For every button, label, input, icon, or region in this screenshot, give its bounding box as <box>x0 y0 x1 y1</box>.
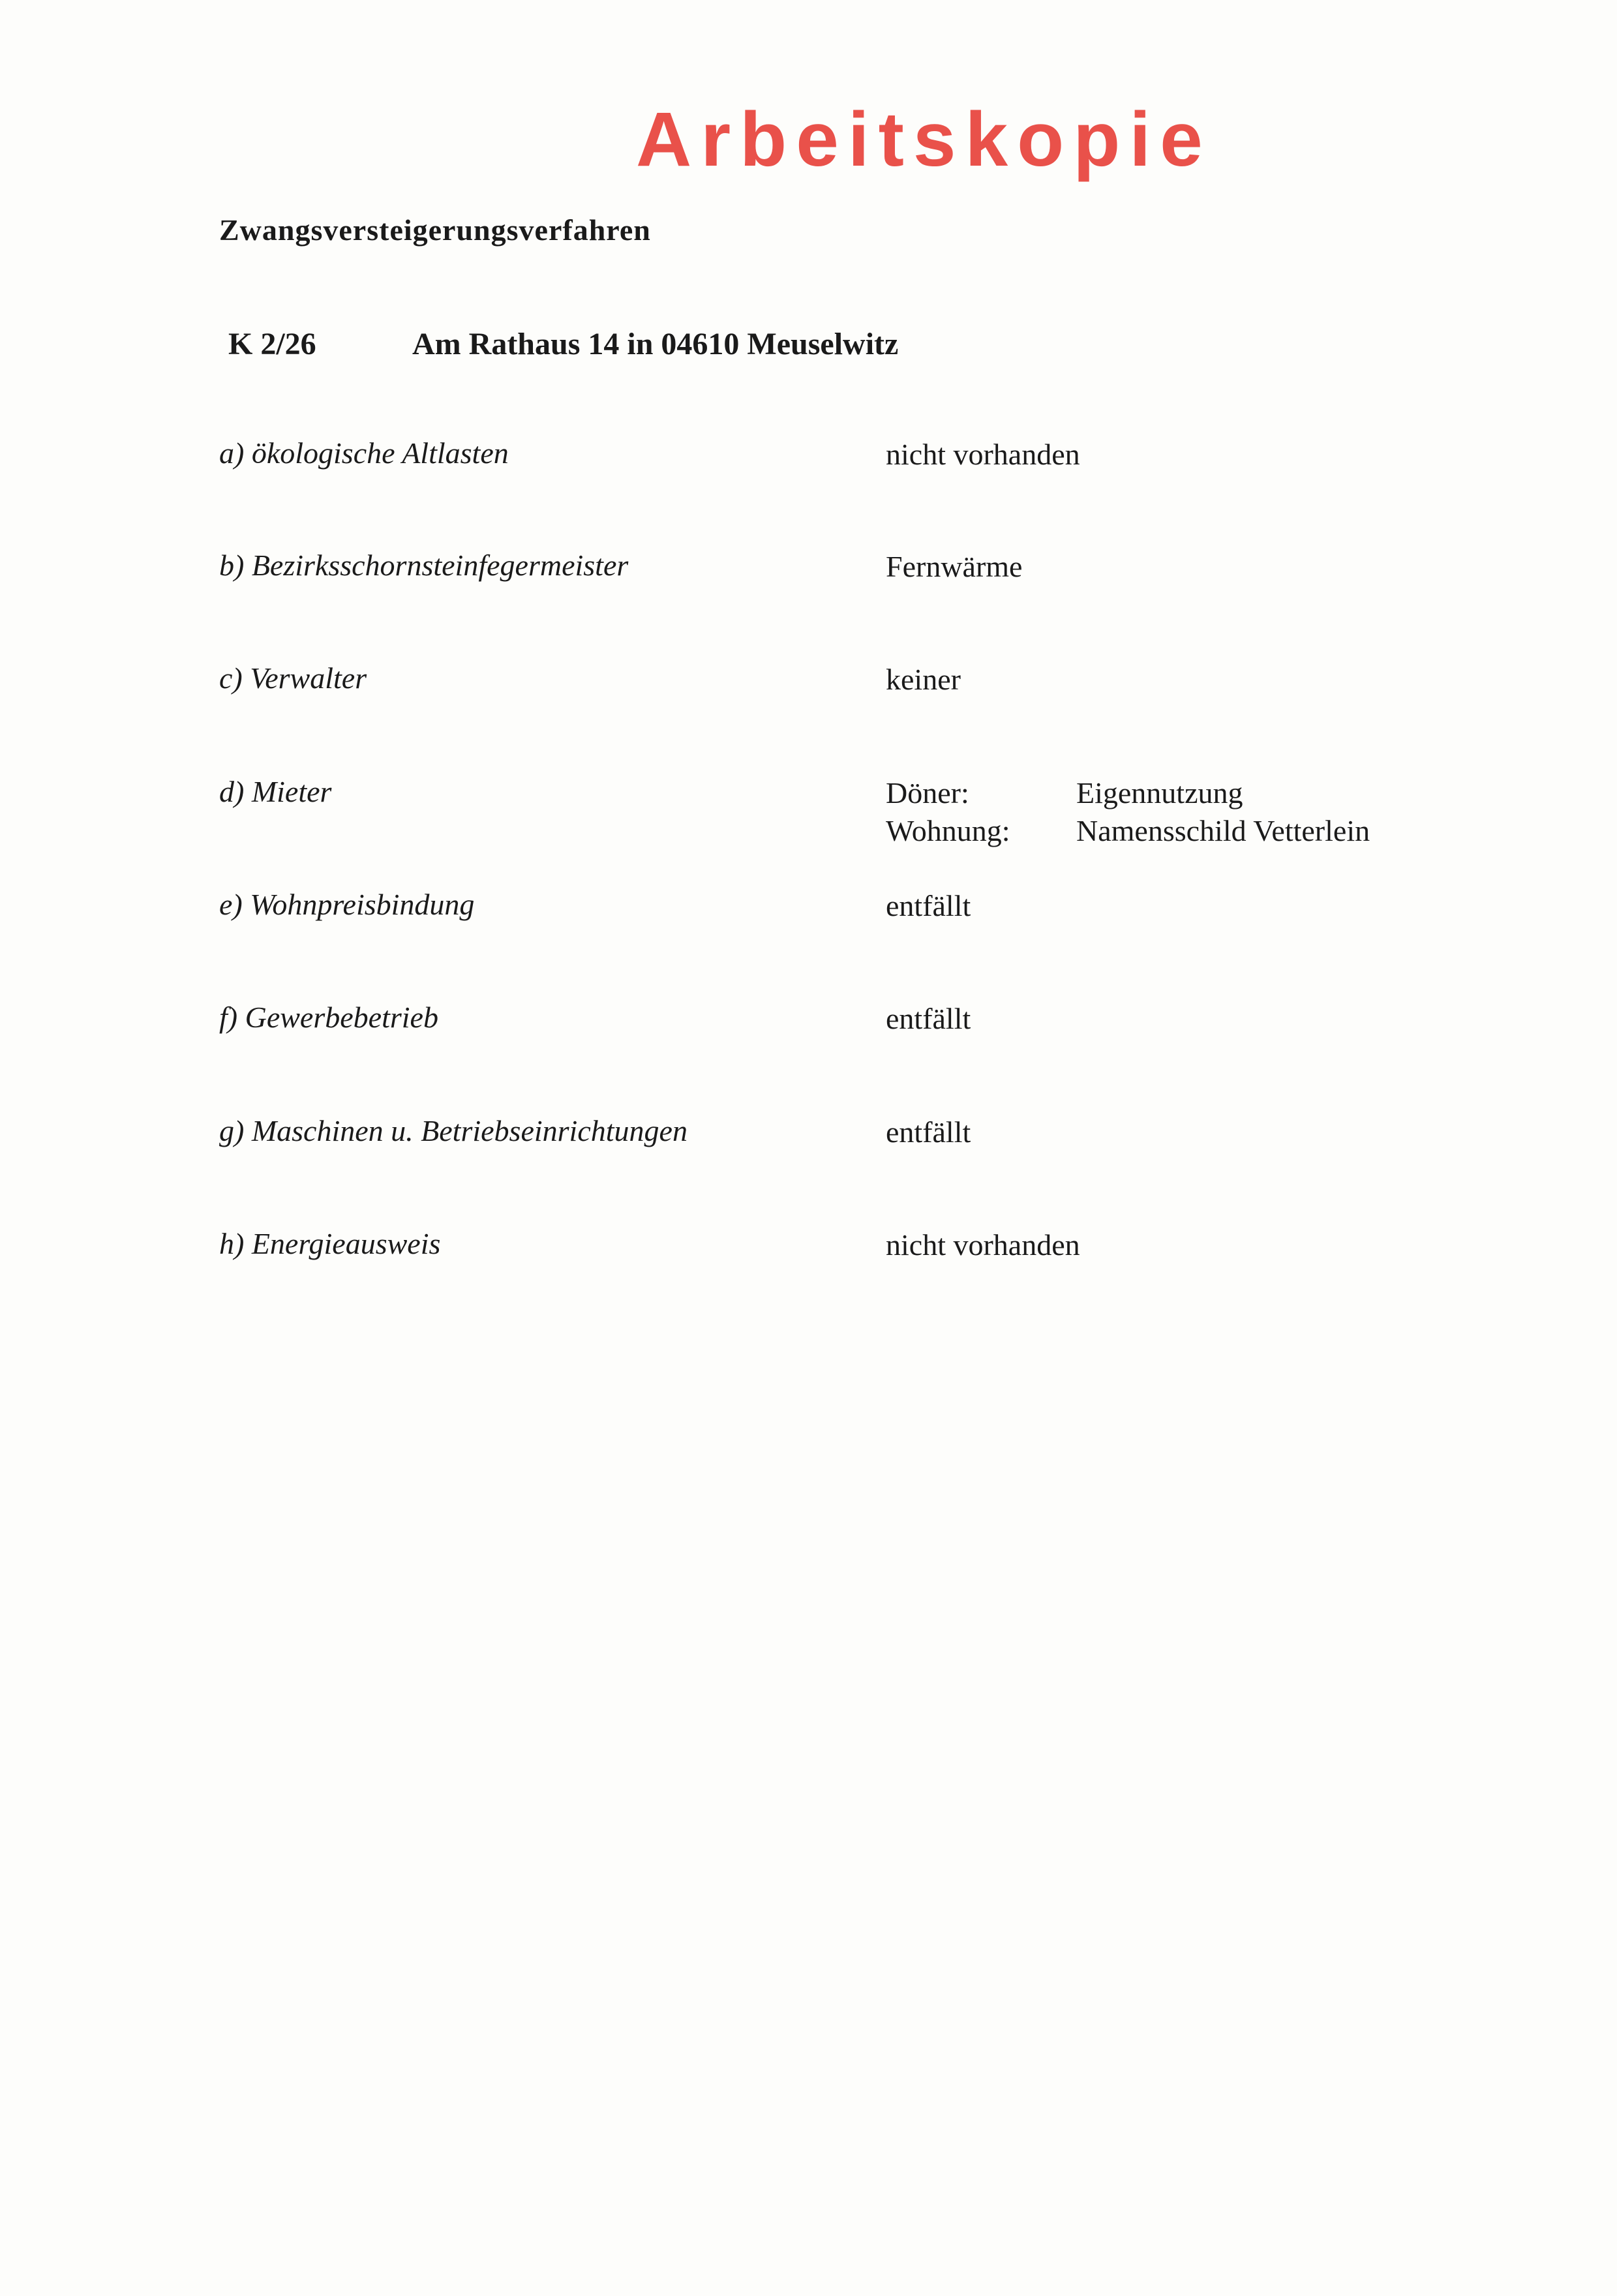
item-label-gewerbebetrieb: f) Gewerbebetrieb <box>219 1001 438 1034</box>
item-label-wohnpreisbindung: e) Wohnpreisbindung <box>219 888 475 921</box>
document-heading: Zwangsversteigerungsverfahren <box>219 213 651 247</box>
item-value-maschinen: entfällt <box>886 1115 971 1149</box>
item-value-verwalter: keiner <box>886 663 961 696</box>
item-label-maschinen: g) Maschinen u. Betriebseinrichtungen <box>219 1114 688 1147</box>
item-label-verwalter: c) Verwalter <box>219 661 367 695</box>
item-value-energieausweis: nicht vorhanden <box>886 1228 1080 1261</box>
tenant-unit-wohnung: Wohnung: <box>886 814 1010 847</box>
item-label-energieausweis: h) Energieausweis <box>219 1227 441 1260</box>
tenant-detail-wohnung: Namensschild Vetterlein <box>1076 814 1370 847</box>
property-address: Am Rathaus 14 in 04610 Meuselwitz <box>412 327 899 361</box>
item-label-mieter: d) Mieter <box>219 775 332 808</box>
tenant-detail-doener: Eigennutzung <box>1076 776 1243 809</box>
item-label-altlasten: a) ökologische Altlasten <box>219 436 509 470</box>
item-value-altlasten: nicht vorhanden <box>886 438 1080 471</box>
item-label-schornsteinfeger: b) Bezirksschornsteinfegermeister <box>219 549 629 582</box>
item-value-schornsteinfeger: Fernwärme <box>886 550 1023 583</box>
item-value-wohnpreisbindung: entfällt <box>886 889 971 922</box>
tenant-unit-doener: Döner: <box>886 776 969 809</box>
item-value-gewerbebetrieb: entfällt <box>886 1002 971 1035</box>
case-reference: K 2/26 <box>228 327 316 361</box>
arbeitskopie-stamp: Arbeitskopie <box>636 97 1212 183</box>
